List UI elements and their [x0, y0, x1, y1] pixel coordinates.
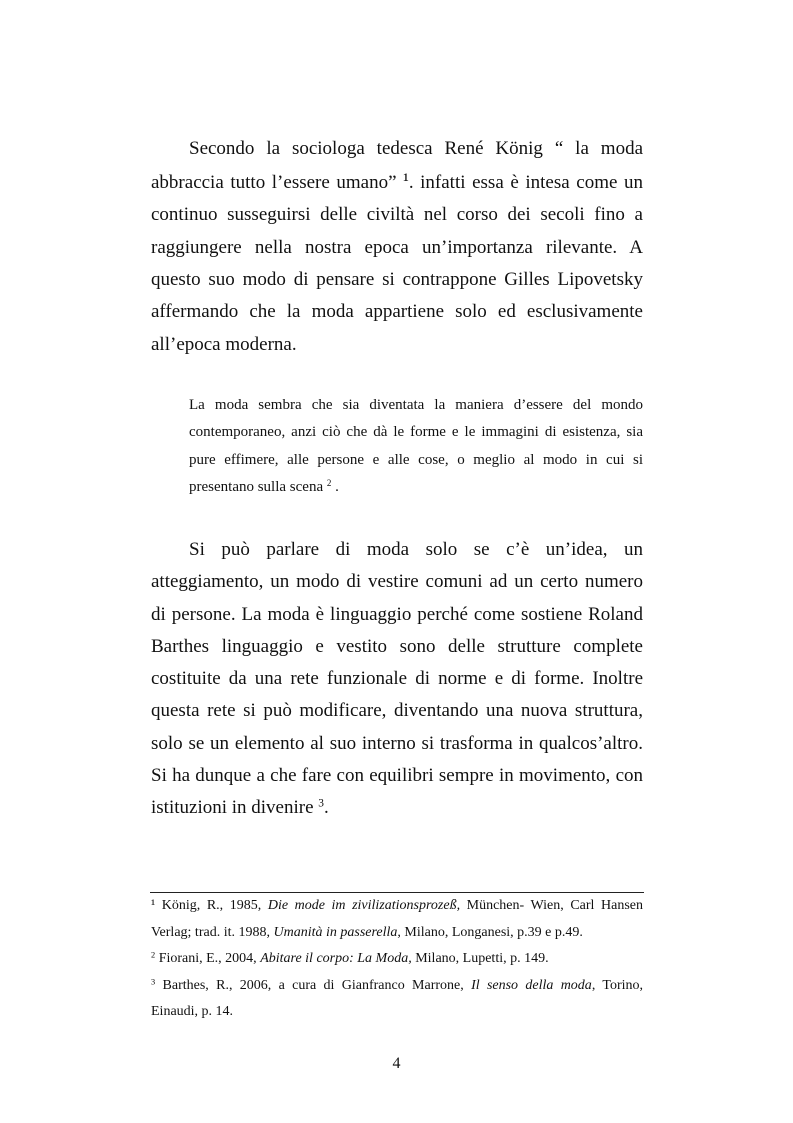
footnote-ref-1: ¹ [403, 170, 409, 192]
footnote-1-text-middle: München- Wien, Carl Hansen Verlag; trad. it. 1988, [151, 898, 643, 940]
paragraph-2-text-end: . [323, 797, 329, 819]
page-number: 4 [392, 1055, 401, 1072]
footnote-1-text-end: , Milano, Longanesi, p.39 e p.49. [397, 924, 583, 940]
footnote-1-text: König, R., 1985, [155, 898, 268, 913]
quote-text: La moda sembra che sia diventata la maniera d’essere del mondo contemporaneo, anzi ciò che dà le forme e le immagini di esistenza, sia pure effimere, alle persone e alle cose, o meglio al modo in cui si presentano sulla scena [189, 397, 643, 496]
footnote-2 [151, 946, 643, 973]
footnotes [151, 893, 643, 1026]
body-paragraph-1 [151, 133, 643, 361]
quote-text-end: . [331, 479, 339, 496]
footnote-1-title: Die mode im zivilizationsprozeß, [267, 898, 461, 913]
footnote-ref-3: 3 [318, 798, 324, 811]
footnote-ref-2: 2 [326, 478, 332, 489]
footnote-1-marker: ¹ [151, 898, 156, 913]
footnote-3-marker: 3 [151, 976, 156, 986]
footnote-2-text-end: Milano, Lupetti, p. 149. [411, 951, 549, 966]
footnote-1 [151, 893, 643, 946]
paragraph-1-text-continued: . infatti essa è intesa come un continuo susseguirsi delle civiltà nel corso dei secoli fino a raggiungere nella nostra epoca un’importanza rilevante. A questo suo modo di pensare si contrappone Gilles Lipovetsky affermando che la moda appartiene solo ed esclusivamente all’epoca moderna. [151, 172, 643, 355]
paragraph-1-text: Secondo la sociologa tedesca René König “ la moda abbraccia tutto l’essere umano” [151, 138, 643, 194]
footnote-2-title: Abitare il corpo: La Moda, [260, 951, 412, 966]
footnote-3-text-end: , Torino, Einaudi, p. 14. [151, 977, 644, 1019]
footnote-3-text: Barthes, R., 2006, a cura di Gianfranco Marrone, [155, 977, 472, 993]
footnote-3 [151, 973, 643, 1026]
paragraph-2-text: Si può parlare di moda solo se c’è un’idea, un atteggiamento, un modo di vestire comuni ad un certo numero di persone. La moda è linguaggio perché come sostiene Roland Barthes linguaggio e vestito sono delle strutture complete costituite da una rete funzionale di norme e di forme. Inoltre questa rete si può modificare, diventando una nuova struttura, solo se un elemento al suo interno si trasforma in qualcos’altro. Si ha dunque a che fare con equilibri sempre in movimento, con istituzioni in divenire [151, 539, 643, 819]
footnote-2-text: Fiorani, E., 2004, [155, 951, 261, 966]
body-paragraph-2 [151, 534, 643, 825]
block-quote [189, 392, 643, 502]
footnote-2-marker: 2 [151, 950, 156, 960]
footnote-1-title-2: Umanità in passerella [273, 924, 398, 940]
footnote-3-title: Il senso della moda [471, 977, 592, 993]
